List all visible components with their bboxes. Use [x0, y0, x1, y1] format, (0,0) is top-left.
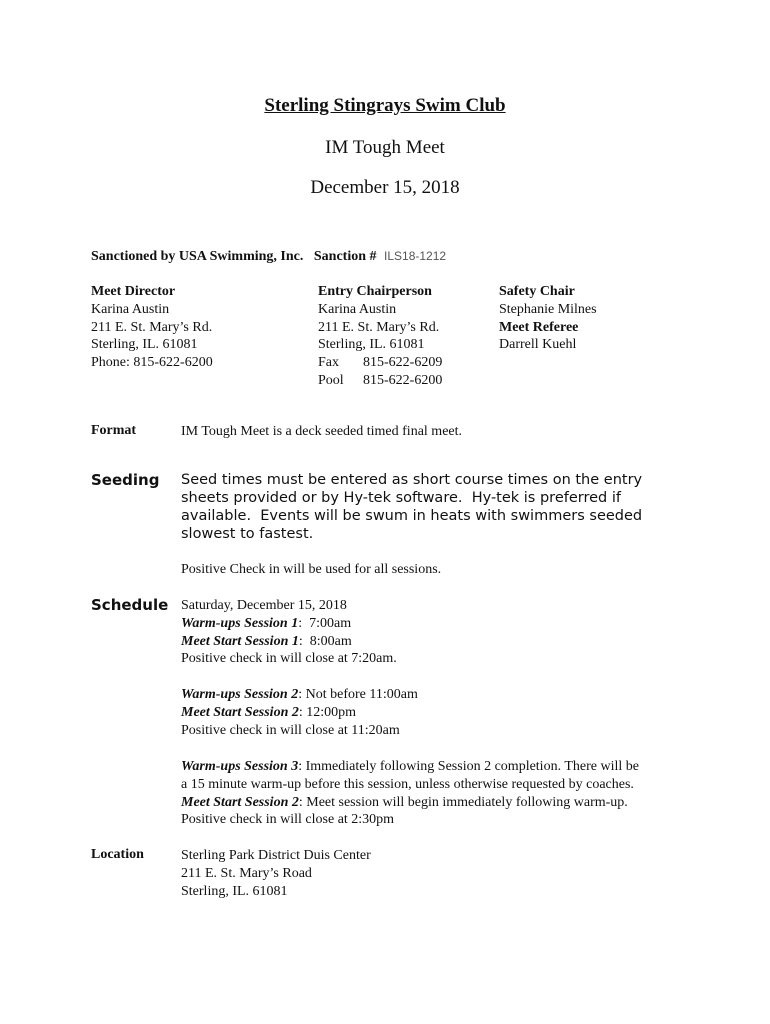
safety-block	[499, 283, 597, 354]
meet-director-address1: 211 E. St. Mary’s Rd.	[91, 319, 213, 335]
checkin-note: Positive Check in will be used for all sessions.	[181, 562, 442, 577]
meet-director-phone: Phone: 815-622-6200	[91, 355, 213, 371]
s3-warmup-cont: a 15 minute warm-up before this session, unless otherwise requested by coaches.	[181, 776, 634, 792]
location-text	[181, 847, 371, 900]
s1-warmup: Warm-ups Session 1: 7:00am	[181, 615, 352, 631]
meet-referee-name: Darrell Kuehl	[499, 337, 577, 353]
meet-referee-title: Meet Referee	[499, 319, 579, 335]
s1-start: Meet Start Session 1: 8:00am	[181, 633, 352, 649]
seeding-line: sheets provided or by Hy-tek software. Hy-tek is preferred if	[181, 490, 621, 506]
format-text: IM Tough Meet is a deck seeded timed final meet.	[181, 424, 463, 439]
location-name: Sterling Park District Duis Center	[181, 848, 371, 863]
s3-warmup: Warm-ups Session 3: Immediately following Session 2 completion. There will be	[181, 759, 639, 774]
s3-close: Positive check in will close at 2:30pm	[181, 812, 395, 828]
schedule-session-3	[181, 758, 639, 829]
entry-chair-address2: Sterling, IL. 61081	[318, 337, 425, 353]
location-label: Location	[91, 847, 144, 862]
schedule-session-2	[181, 686, 418, 739]
schedule-date: Saturday, December 15, 2018	[181, 598, 347, 613]
s2-warmup: Warm-ups Session 2: Not before 11:00am	[181, 687, 418, 702]
sanction-line	[91, 249, 446, 265]
location-address2: Sterling, IL. 61081	[181, 883, 288, 899]
seeding-label: Seeding	[91, 471, 160, 489]
entry-chair-pool	[318, 372, 442, 390]
entry-chair-block	[318, 283, 442, 390]
seeding-line: Seed times must be entered as short course times on the entry	[181, 472, 643, 488]
entry-chair-name: Karina Austin	[318, 301, 397, 317]
schedule-session-1	[181, 597, 397, 668]
format-label: Format	[91, 423, 137, 438]
schedule-label: Schedule	[91, 596, 169, 614]
s3-start: Meet Start Session 2: Meet session will begin immediately following warm-up.	[181, 794, 628, 810]
entry-chair-title: Entry Chairperson	[318, 284, 432, 299]
pool-number: 815-622-6200	[363, 372, 443, 388]
meet-date: December 15, 2018	[310, 177, 460, 198]
pool-label: Pool	[318, 372, 344, 388]
fax-label: Fax	[318, 355, 339, 371]
sanction-label: Sanctioned by USA Swimming, Inc. Sanction #	[91, 249, 377, 264]
seeding-line: available. Events will be swum in heats with swimmers seeded	[181, 508, 643, 524]
s2-close: Positive check in will close at 11:20am	[181, 722, 400, 738]
seeding-text	[181, 471, 642, 543]
entry-chair-address1: 211 E. St. Mary’s Rd.	[318, 319, 440, 335]
s2-start: Meet Start Session 2: 12:00pm	[181, 704, 357, 720]
entry-chair-fax	[318, 354, 442, 372]
fax-number: 815-622-6209	[363, 355, 443, 371]
club-title: Sterling Stingrays Swim Club	[264, 95, 506, 116]
meet-director-title: Meet Director	[91, 284, 176, 299]
sanction-number: ILS18-1212	[384, 249, 447, 263]
safety-chair-name: Stephanie Milnes	[499, 301, 597, 317]
meet-director-name: Karina Austin	[91, 301, 170, 317]
seeding-line: slowest to fastest.	[181, 526, 314, 542]
meet-director-block	[91, 283, 213, 372]
location-address1: 211 E. St. Mary’s Road	[181, 865, 312, 881]
meet-director-address2: Sterling, IL. 61081	[91, 337, 198, 353]
safety-chair-title: Safety Chair	[499, 284, 575, 299]
s1-close: Positive check in will close at 7:20am.	[181, 651, 397, 667]
meet-name: IM Tough Meet	[325, 137, 445, 158]
